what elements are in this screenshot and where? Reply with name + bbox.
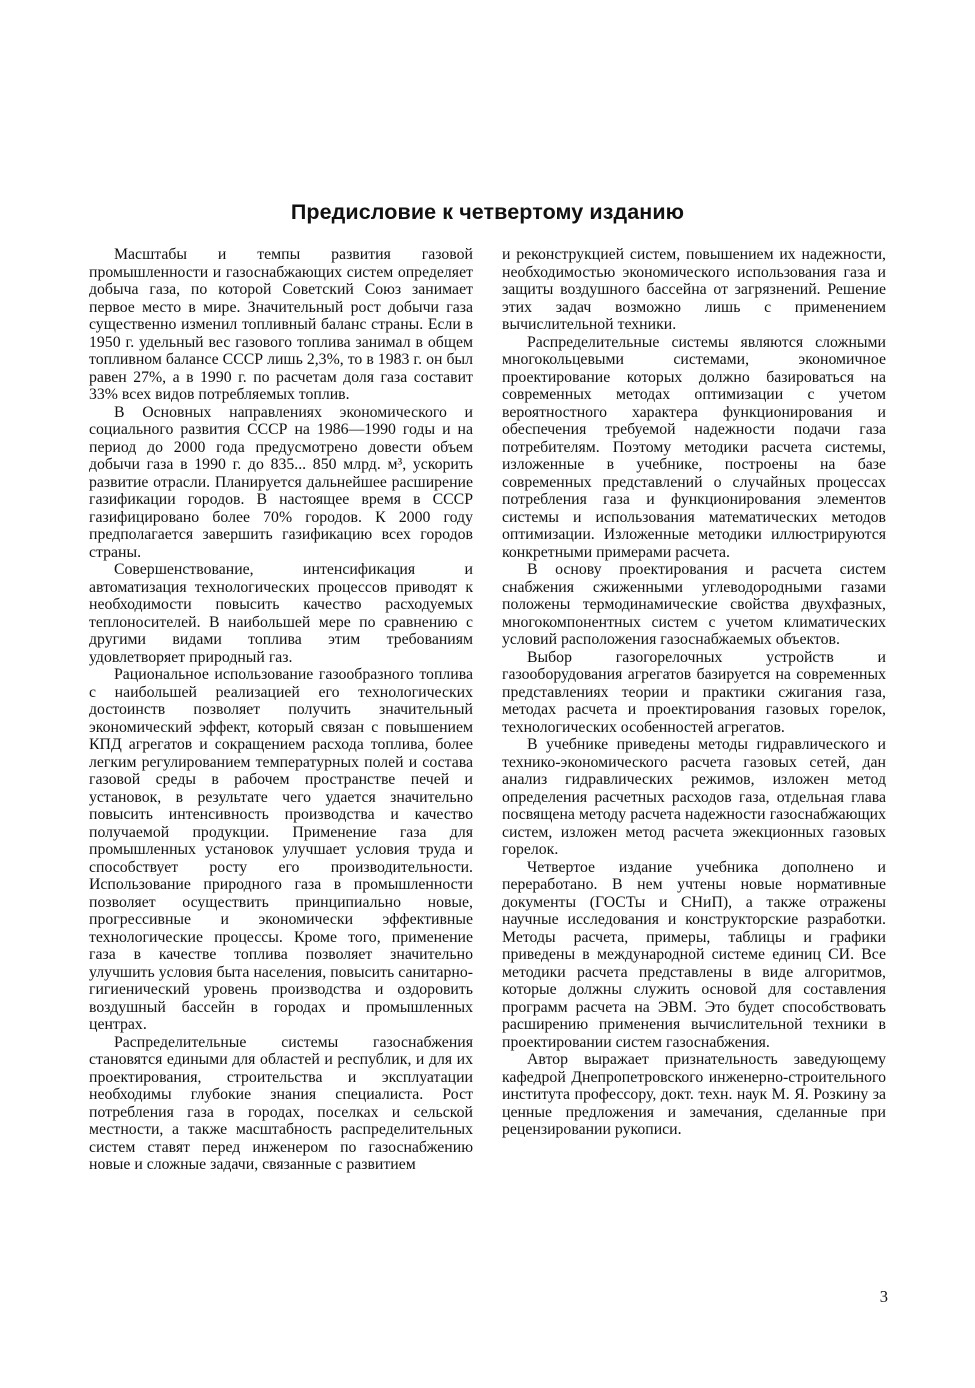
paragraph: Распределительные системы газоснабжения становятся едиными для областей и республик, и для их проектирования, строительства и эксплуатации необходимы глубокие знания специалиста. Рост потребления газа в городах, поселках и сельской местности, а также масштабность распределительных систем ставят перед инженером по газоснабжению новые и сложные задачи, связанные с развитием: [89, 1033, 473, 1173]
paragraph: Рациональное использование газообразного топлива с наибольшей реализацией его технологических достоинств позволяет получить значительный экономический эффект, который связан с повышением КПД агрегатов и сокращением расхода топлива, более легким регулированием температурных полей и состава газовой среды в рабочем пространстве печей и установок, в результате чего удается значительно повысить интенсивность производства и качество получаемой продукции. Применение газа для промышленных установок улучшает условия труда и способствует росту его производительности. Использование природного газа в промышленности позволяет осуществить принципиально новые, прогрессивные и экономически эффективные технологические процессы. Кроме того, применение газа в качестве топлива позволяет значительно улучшить условия быта населения, повысить санитарно-гигиенический уровень производства и оздоровить воздушный бассейн в городах и промышленных центрах.: [89, 666, 473, 1033]
paragraph: Выбор газогорелочных устройств и газооборудования агрегатов базируется на современных представлениях теории и практики сжигания газа, методах расчета и проектирования газовых горелок, технологических особенностей агрегатов.: [502, 648, 886, 736]
paragraph: Четвертое издание учебника дополнено и переработано. В нем учтены новые нормативные документы (ГОСТы и СНиП), а также отражены научные исследования и конструкторские разработки. Методы расчета, примеры, таблицы и графики приведены в международной системе единиц СИ. Все методики расчета представлены в виде алгоритмов, которые должны служить основой для составления программ расчета на ЭВМ. Это будет способствовать расширению применения вычислительной техники в проектировании систем газоснабжения.: [502, 858, 886, 1051]
paragraph: В основу проектирования и расчета систем снабжения сжиженными углеводородными газами положены термодинамические свойства двухфазных, многокомпонентных систем с учетом климатических условий расположения газоснабжаемых объектов.: [502, 561, 886, 648]
right-text-column: [502, 246, 886, 1139]
left-text-column: [89, 246, 473, 1174]
paragraph: Совершенствование, интенсификация и автоматизация технологических процессов приводят к необходимости повысить качество расходуемых теплоносителей. В наибольшей мере по сравнению с другими видами топлива этим требованиям удовлетворяет природный газ.: [89, 561, 473, 666]
paragraph: В Основных направлениях экономического и социального развития СССР на 1986—1990 годы и на период до 2000 года предусмотрено довести объем добычи газа в 1990 г. до 835... 850 млрд. м³, ускорить развитие отрасли. Планируется дальнейшее расширение газификации городов. В настоящее время в СССР газифицировано более 70% городов. К 2000 году предполагается завершить газификацию всех городов страны.: [89, 403, 473, 561]
paragraph: В учебнике приведены методы гидравлического и технико-экономического расчета газовых сетей, дан анализ гидравлических режимов, изложен метод определения расчетных расходов газа, отдельная глава посвящена методу расчета надежности газоснабжающих систем, изложен метод расчета эжекционных газовых горелок.: [502, 736, 886, 858]
paragraph-continuation: и реконструкцией систем, повышением их надежности, необходимостью экономического использования газа и защиты воздушного бассейна от загрязнений. Решение этих задач возможно лишь с применением вычислительной техники.: [502, 246, 886, 333]
paragraph: Автор выражает признательность заведующему кафедрой Днепропетровского инженерно-строительного института профессору, докт. техн. наук М. Я. Розкину за ценные предложения и замечания, сделанные при рецензировании рукописи.: [502, 1051, 886, 1138]
paragraph: Масштабы и темпы развития газовой промышленности и газоснабжающих систем определяет добыча газа, по которой Советский Союз занимает первое место в мире. Значительный рост добычи газа существенно изменил топливный баланс страны. Если в 1950 г. удельный вес газового топлива занимал в общем топливном балансе СССР лишь 2,3%, то в 1983 г. он был равен 27%, а в 1990 г. по расчетам доля газа составит 33% всех видов потребляемых топлив.: [89, 246, 473, 403]
paragraph: Распределительные системы являются сложными многокольцевыми системами, экономичное проектирование которых должно базироваться на современных методах оптимизации с учетом вероятностного характера функционирования и обеспечения требуемой надежности подачи газа потребителям. Поэтому методики расчета системы, изложенные в учебнике, построены на базе современных представлений о случайных процессах потребления газа и функционирования элементов системы и использования математических методов оптимизации. Изложенные методики иллюстрируются конкретными примерами расчета.: [502, 333, 886, 561]
page-number: 3: [879, 1287, 888, 1306]
page-title: Предисловие к четвертому изданию: [290, 200, 685, 224]
